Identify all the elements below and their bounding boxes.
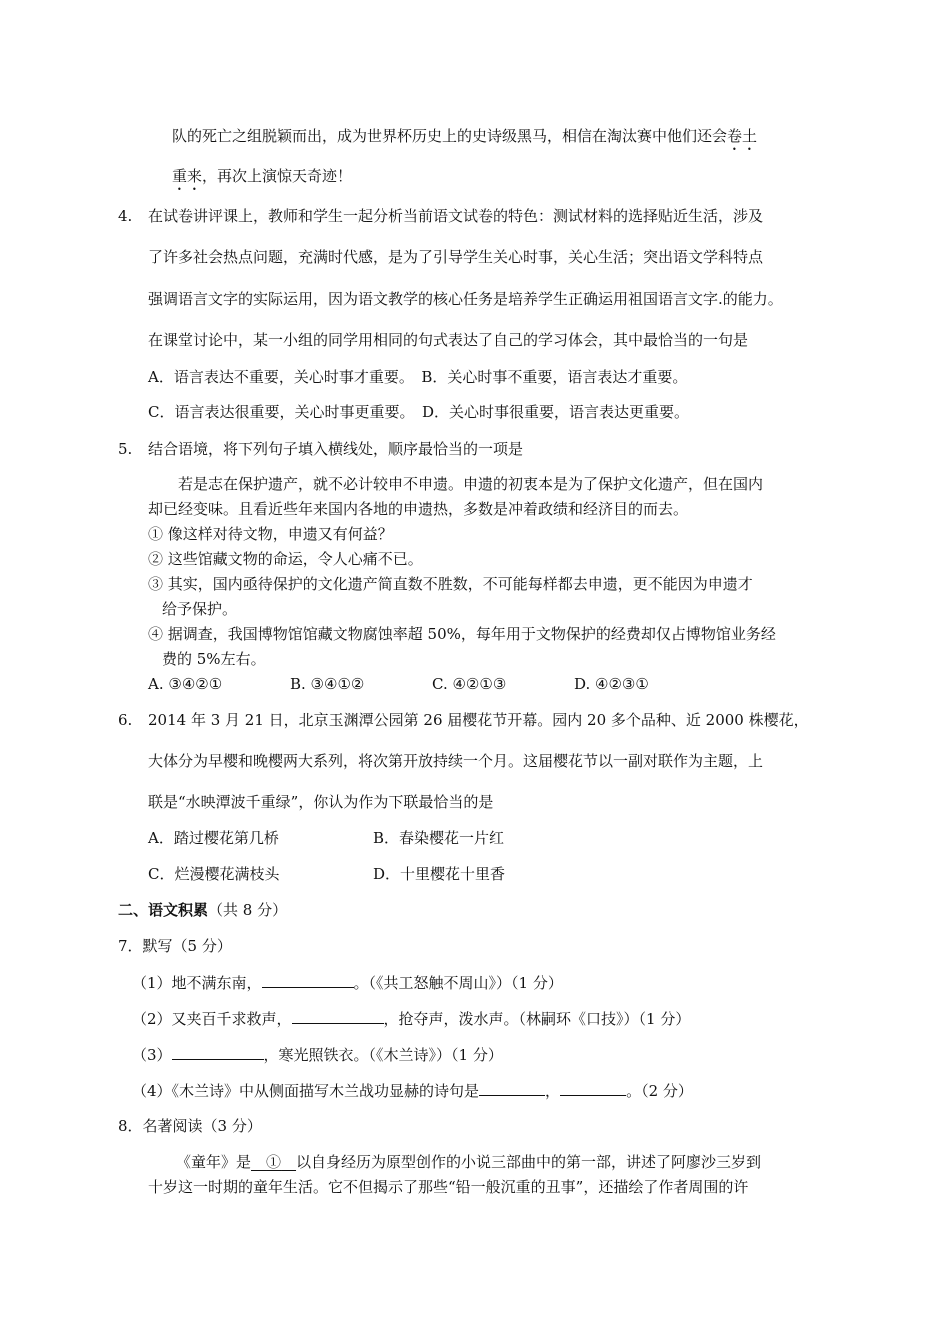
q7-blank-4b[interactable] <box>560 1080 626 1096</box>
section-2-title: 二、语文积累 <box>118 901 209 919</box>
q4-line-1: 在试卷讲评课上，教师和学生一起分析当前语文试卷的特色：测试材料的选择贴近生活，涉及 <box>148 207 764 225</box>
q5-item-3-cont: 给予保护。 <box>162 600 238 618</box>
q4-line-4: 在课堂讨论中，某一小组的同学用相同的句式表达了自己的学习体会，其中最恰当的一句是 <box>148 331 749 349</box>
q4-option-ab: A．语言表达不重要，关心时事才重要。 B．关心时事不重要，语言表达才重要。 <box>148 368 688 386</box>
q7-sub-4-pre: （4）《木兰诗》中从侧面描写木兰战功显赫的诗句是 <box>132 1082 480 1100</box>
q3-emphasis-2: 重来 <box>172 167 203 185</box>
q7-blank-2[interactable] <box>292 1008 384 1024</box>
q3-line-1 <box>172 126 757 154</box>
q8-line-1-pre: 《童年》是 <box>176 1153 252 1171</box>
q3-text-1: 队的死亡之组脱颖而出，成为世界杯历史上的史诗级黑马，相信在淘汰赛中他们还会 <box>172 127 728 145</box>
q6-line-2: 大体分为早樱和晚樱两大系列，将次第开放持续一个月。这届樱花节以一副对联作为主题，上 <box>148 752 764 770</box>
q4-number: 4. <box>118 207 133 225</box>
q8-title: 8．名著阅读（3 分） <box>118 1117 262 1135</box>
q7-sub-2-pre: （2）又夹百千求救声， <box>132 1010 292 1028</box>
q5-item-4-cont: 费的 5%左右。 <box>162 650 266 668</box>
q5-stem: 结合语境，将下列句子填入横线处，顺序最恰当的一项是 <box>148 440 524 458</box>
q4-option-cd: C．语言表达很重要，关心时事更重要。 D．关心时事很重要，语言表达更重要。 <box>148 403 690 421</box>
q7-sub-1-pre: （1）地不满东南， <box>132 974 262 992</box>
q5-passage-1: 若是志在保护遗产，就不必计较申不申遗。申遗的初衷本是为了保护文化遗产，但在国内 <box>178 475 764 493</box>
q3-text-2: ，再次上演惊天奇迹！ <box>202 167 353 185</box>
section-2-score: （共 8 分） <box>208 901 288 919</box>
q7-sub-4-mid: ， <box>545 1082 561 1100</box>
q6-option-c: C．烂漫樱花满枝头 <box>148 865 280 883</box>
q5-item-1: ① 像这样对待文物，申遗又有何益？ <box>148 525 393 543</box>
q7-title: 7．默写（5 分） <box>118 937 232 955</box>
q8-blank-1-label: ① <box>266 1153 282 1171</box>
q8-line-2: 十岁这一时期的童年生活。它不但揭示了那些“铅一般沉重的丑事”，还描绘了作者周围的许 <box>148 1178 749 1196</box>
section-2-heading <box>118 900 287 920</box>
q7-sub-4 <box>132 1080 693 1101</box>
q7-sub-4-post: 。（2 分） <box>626 1082 693 1100</box>
q8-blank-1[interactable] <box>251 1153 296 1171</box>
q7-sub-1 <box>132 972 563 993</box>
q7-blank-1[interactable] <box>262 972 354 988</box>
q6-option-b: B．春染樱花一片红 <box>373 829 505 847</box>
q4-line-3: 强调语言文字的实际运用，因为语文教学的核心任务是培养学生正确运用祖国语言文字.的能力。 <box>148 290 783 308</box>
q5-item-3: ③ 其实，国内亟待保护的文化遗产简直数不胜数，不可能每样都去申遗，更不能因为申遗才 <box>148 575 753 593</box>
q5-passage-2: 却已经变味。且看近些年来国内各地的申遗热，多数是冲着政绩和经济目的而去。 <box>148 500 689 518</box>
q8-line-1-post: 以自身经历为原型创作的小说三部曲中的第一部，讲述了阿廖沙三岁到 <box>296 1153 762 1171</box>
q3-line-2 <box>172 166 352 194</box>
q7-blank-3[interactable] <box>172 1044 264 1060</box>
q7-blank-4a[interactable] <box>479 1080 545 1096</box>
q6-number: 6. <box>118 711 133 729</box>
q5-item-2: ② 这些馆藏文物的命运，令人心痛不已。 <box>148 550 423 568</box>
q5-option-c: C. ④②①③ <box>432 675 507 693</box>
q4-line-2: 了许多社会热点问题，充满时代感，是为了引导学生关心时事，关心生活；突出语文学科特点 <box>148 248 764 266</box>
q5-option-b: B. ③④①② <box>290 675 365 693</box>
q7-sub-2-post: ，抢夺声，泼水声。（林嗣环《口技》）（1 分） <box>383 1010 691 1028</box>
q6-option-d: D．十里樱花十里香 <box>373 865 506 883</box>
q6-line-3: 联是“水映潭波千重绿”，你认为作为下联最恰当的是 <box>148 793 494 811</box>
q5-option-d: D. ④②③① <box>574 675 649 693</box>
q7-sub-1-post: 。（《共工怒触不周山》）（1 分） <box>353 974 563 992</box>
q7-sub-3 <box>132 1044 503 1065</box>
q5-number: 5. <box>118 440 133 458</box>
q6-option-a: A．踏过樱花第几桥 <box>148 829 279 847</box>
q5-option-a: A. ③④②① <box>148 675 223 693</box>
q7-sub-3-post: ，寒光照铁衣。（《木兰诗》）（1 分） <box>263 1046 503 1064</box>
q7-sub-2 <box>132 1008 690 1029</box>
q3-emphasis-1: 卷土 <box>727 127 758 145</box>
q6-line-1: 2014 年 3 月 21 日，北京玉渊潭公园第 26 届樱花节开幕。园内 20 多个品种、近 2000 株樱花， <box>148 711 809 729</box>
q5-item-4: ④ 据调查，我国博物馆馆藏文物腐蚀率超 50%，每年用于文物保护的经费却仅占博物馆业务经 <box>148 625 776 643</box>
q8-line-1 <box>176 1152 761 1172</box>
q7-sub-3-pre: （3） <box>132 1046 172 1064</box>
